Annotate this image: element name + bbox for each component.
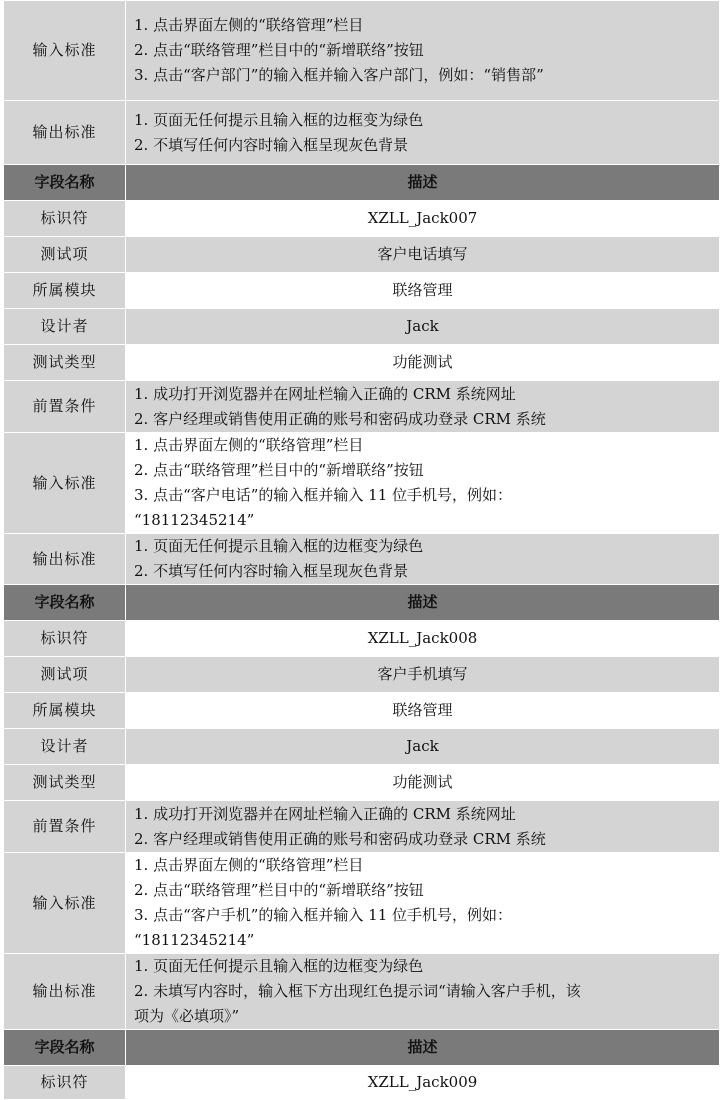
- table-row: [4, 657, 720, 693]
- designer-label: 设计者: [4, 309, 126, 345]
- output-criteria-line: 2. 不填写任何内容时输入框呈现灰色背景: [134, 135, 409, 154]
- output-criteria-cell: [126, 534, 720, 585]
- output-criteria-line: 1. 页面无任何提示且输入框的边框变为绿色: [134, 537, 424, 555]
- input-criteria-label: 输入标准: [4, 1, 126, 101]
- precondition-cell: [126, 381, 720, 433]
- table-row: [4, 1066, 720, 1100]
- identifier-value: XZLL_Jack009: [126, 1066, 720, 1100]
- output-criteria-label: 输出标准: [4, 954, 126, 1030]
- test-item-label: 测试项: [4, 237, 126, 273]
- precondition-line: 1. 成功打开浏览器并在网址栏输入正确的 CRM 系统网址: [134, 384, 516, 403]
- precondition-cell: [126, 801, 720, 853]
- input-criteria-line: 1. 点击界面左侧的“联络管理”栏目: [134, 16, 364, 34]
- identifier-label: 标识符: [4, 201, 126, 237]
- input-criteria-cell: [126, 853, 720, 954]
- test-type-label: 测试类型: [4, 345, 126, 381]
- table-row: [4, 381, 720, 433]
- precondition-label: 前置条件: [4, 381, 126, 433]
- input-criteria-line: 2. 点击“联络管理”栏目中的“新增联络”按钮: [134, 881, 424, 899]
- module-value: 联络管理: [126, 273, 720, 309]
- output-criteria-line: 2. 不填写任何内容时输入框呈现灰色背景: [134, 562, 409, 580]
- output-criteria-label: 输出标准: [4, 534, 126, 585]
- table-row: [4, 345, 720, 381]
- test-type-label: 测试类型: [4, 765, 126, 801]
- output-criteria-line: 2. 未填写内容时，输入框下方出现红色提示词“请输入客户手机，该: [134, 982, 581, 1000]
- input-criteria-line: “18112345214”: [134, 931, 255, 949]
- module-label: 所属模块: [4, 693, 126, 729]
- field-name-header: 字段名称: [4, 1030, 126, 1066]
- table-row: [4, 309, 720, 345]
- table-row: [4, 101, 720, 165]
- table-row: [4, 693, 720, 729]
- header-row: [4, 1030, 720, 1066]
- identifier-label: 标识符: [4, 621, 126, 657]
- input-criteria-line: 1. 点击界面左侧的“联络管理”栏目: [134, 436, 364, 454]
- test-case-table: [3, 0, 720, 1100]
- test-type-value: 功能测试: [126, 345, 720, 381]
- description-header: 描述: [126, 165, 720, 201]
- input-criteria-line: 3. 点击“客户电话”的输入框并输入 11 位手机号，例如：: [134, 486, 513, 504]
- test-item-value: 客户手机填写: [126, 657, 720, 693]
- table-row: [4, 534, 720, 585]
- field-name-header: 字段名称: [4, 165, 126, 201]
- field-name-header: 字段名称: [4, 585, 126, 621]
- input-criteria-label: 输入标准: [4, 853, 126, 954]
- table-row: [4, 954, 720, 1030]
- table-row: [4, 1, 720, 101]
- description-header: 描述: [126, 1030, 720, 1066]
- input-criteria-line: 2. 点击“联络管理”栏目中的“新增联络”按钮: [134, 461, 424, 479]
- identifier-value: XZLL_Jack007: [126, 201, 720, 237]
- designer-label: 设计者: [4, 729, 126, 765]
- input-criteria-line: 3. 点击“客户手机”的输入框并输入 11 位手机号，例如：: [134, 906, 513, 924]
- input-criteria-line: 1. 点击界面左侧的“联络管理”栏目: [134, 856, 364, 874]
- test-type-value: 功能测试: [126, 765, 720, 801]
- input-criteria-line: 2. 点击“联络管理”栏目中的“新增联络”按钮: [134, 41, 424, 59]
- precondition-line: 2. 客户经理或销售使用正确的账号和密码成功登录 CRM 系统: [134, 829, 546, 848]
- test-item-value: 客户电话填写: [126, 237, 720, 273]
- table-row: [4, 621, 720, 657]
- test-item-label: 测试项: [4, 657, 126, 693]
- precondition-line: 1. 成功打开浏览器并在网址栏输入正确的 CRM 系统网址: [134, 804, 516, 823]
- input-criteria-line: “18112345214”: [134, 511, 255, 529]
- header-row: [4, 165, 720, 201]
- output-criteria-line: 1. 页面无任何提示且输入框的边框变为绿色: [134, 957, 424, 975]
- output-criteria-cell: [126, 101, 720, 165]
- table-row: [4, 201, 720, 237]
- precondition-label: 前置条件: [4, 801, 126, 853]
- description-header: 描述: [126, 585, 720, 621]
- input-criteria-cell: [126, 1, 720, 101]
- designer-value: Jack: [126, 309, 720, 345]
- input-criteria-cell: [126, 433, 720, 534]
- header-row: [4, 585, 720, 621]
- table-row: [4, 765, 720, 801]
- input-criteria-label: 输入标准: [4, 433, 126, 534]
- module-label: 所属模块: [4, 273, 126, 309]
- table-row: [4, 273, 720, 309]
- identifier-label: 标识符: [4, 1066, 126, 1100]
- identifier-value: XZLL_Jack008: [126, 621, 720, 657]
- module-value: 联络管理: [126, 693, 720, 729]
- table-row: [4, 729, 720, 765]
- output-criteria-cell: [126, 954, 720, 1030]
- table-row: [4, 237, 720, 273]
- precondition-line: 2. 客户经理或销售使用正确的账号和密码成功登录 CRM 系统: [134, 409, 546, 428]
- table-row: [4, 433, 720, 534]
- table-row: [4, 853, 720, 954]
- output-criteria-line: 项为《必填项》”: [134, 1007, 240, 1025]
- designer-value: Jack: [126, 729, 720, 765]
- output-criteria-line: 1. 页面无任何提示且输入框的边框变为绿色: [134, 110, 424, 129]
- output-criteria-label: 输出标准: [4, 101, 126, 165]
- table-row: [4, 801, 720, 853]
- input-criteria-line: 3. 点击“客户部门”的输入框并输入客户部门，例如：“销售部”: [134, 66, 544, 84]
